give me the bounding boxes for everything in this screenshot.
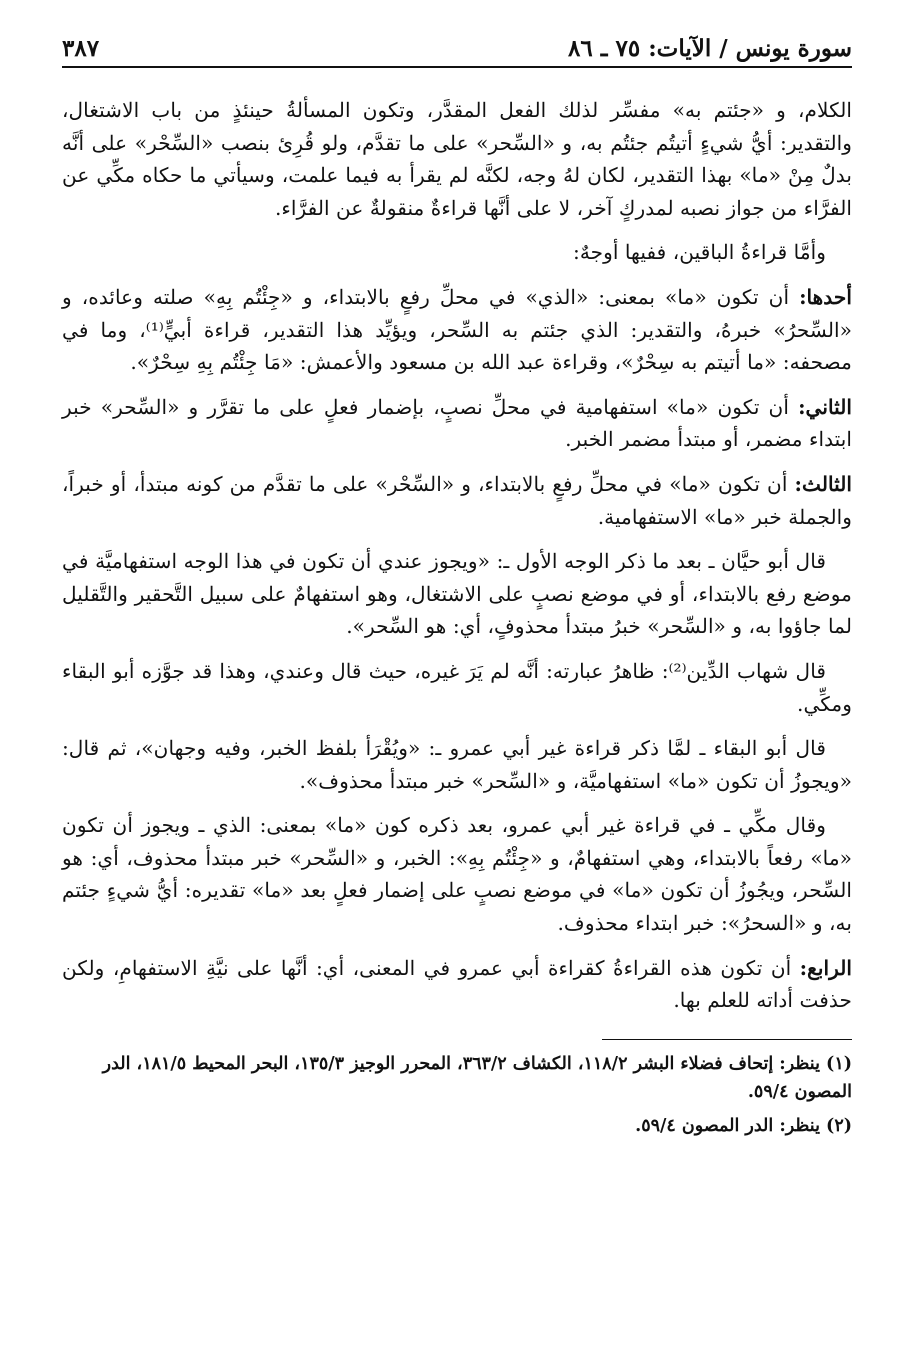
paragraph-9	[62, 809, 852, 939]
paragraph-text: الكلام، و «جئتم به» مفسِّر لذلك الفعل المقدَّر، وتكون المسألةُ حينئذٍ من باب الاشتغال، والتقدير: أيُّ شيءٍ أتيتُم جئتُم به، و «السِّحر» على ما تقدَّم، ولو قُرِئ بنصب «السِّحْر» على أنَّه بدلٌ مِنْ «ما» بهذا التقدير، لكان لهُ وجه، لكنَّه لم يقرأ به فيما علمت، وسيأتي ما حكاه مكِّي عن الفرَّاء من جواز نصبه لمدركٍ آخر، لا على أنَّها قراءةٌ منقولةٌ عن الفرَّاء.	[62, 98, 852, 220]
page-number: ٣٨٧	[62, 35, 100, 62]
paragraph-label: الثاني:	[798, 394, 852, 419]
paragraph-1	[62, 94, 852, 224]
paragraph-10	[62, 952, 852, 1017]
footnotes	[62, 1050, 852, 1140]
paragraph-7	[62, 655, 852, 720]
paragraph-text: أن تكون «ما» استفهامية في محلِّ نصبٍ، بإضمار فعلٍ على ما تقرَّر و «السِّحر» خبر ابتداء مضمر، أو مبتدأ مضمر الخبر.	[62, 394, 852, 452]
main-text	[62, 94, 852, 1017]
paragraph-text: وأمَّا قراءةُ الباقين، ففيها أوجهٌ:	[573, 240, 826, 265]
paragraph-text: قال شهاب الدِّين⁽²⁾: ظاهرُ عبارته: أنَّه لم يَرَ غيره، حيث قال وعندي، وهذا قد جوَّزه أبو البقاء ومكِّي.	[62, 658, 852, 716]
paragraph-label: الرابع:	[799, 955, 852, 980]
paragraph-4	[62, 391, 852, 456]
paragraph-6	[62, 545, 852, 643]
footnote-2: (٢) ينظر: الدر المصون ٥٩/٤.	[635, 1115, 852, 1136]
surah-title: سورة يونس / الآيات: ٧٥ ـ ٨٦	[567, 35, 852, 62]
paragraph-label: الثالث:	[794, 471, 852, 496]
paragraph-text: أن تكون هذه القراءةُ كقراءة أبي عمرو في المعنى، أي: أنَّها على نيَّةِ الاستفهامِ، ولكن حذفت أداته للعلم بها.	[62, 955, 852, 1013]
running-header	[62, 22, 852, 68]
footnote-1: (١) ينظر: إتحاف فضلاء البشر ١١٨/٢، الكشاف ٣٦٣/٢، المحرر الوجيز ١٣٥/٣، البحر المحيط ١٨١/٥، الدر المصون ٥٩/٤.	[102, 1053, 852, 1102]
paragraph-5	[62, 468, 852, 533]
paragraph-text: قال أبو حيَّان ـ بعد ما ذكر الوجه الأول ـ: «ويجوز عندي أن تكون في هذا الوجه استفهاميَّة في موضع رفع بالابتداء، أو في موضع نصبٍ على الاشتغال، وهو استفهامٌ على سبيل التَّحقير والتَّقليل لما جاؤوا به، و «السِّحر» خبرُ مبتدأ محذوفٍ، أي: هو السِّحر».	[62, 549, 852, 639]
paragraph-text: وقال مكِّي ـ في قراءة غير أبي عمرو، بعد ذكره كون «ما» بمعنى: الذي ـ ويجوز أن تكون «ما» رفعاً بالابتداء، وهي استفهامٌ، و «جِئْتُم بِهِ»: الخبر، و «السِّحر» خبر مبتدأ محذوف، أي: هو السِّحر، ويجُوزُ أن تكون «ما» في موضع نصبٍ على إضمار فعلٍ بعد «ما» تقديره: أيُّ شيءٍ جئتم به، و «السحرُ»: خبر ابتداء محذوف.	[62, 813, 852, 936]
footnote-separator	[602, 1039, 852, 1040]
paragraph-text: أن تكون «ما» بمعنى: «الذي» في محلِّ رفعٍ بالابتداء، و «جِئْتُم بِهِ» صلته وعائده، و «السِّحرُ» خبرهُ، والتقدير: الذي جئتم به السِّحر، ويؤيِّد هذا التقدير، قراءة أبيٍّ⁽¹⁾، وما في مصحفه: «ما أتيتم به سِحْرٌ»، وقراءة عبد الله بن مسعود والأعمش: «مَا جِئْتُم بِهِ سِحْرٌ».	[62, 284, 853, 375]
paragraph-3	[62, 281, 852, 379]
paragraph-text: قال أبو البقاء ـ لمَّا ذكر قراءة غير أبي عمرو ـ: «ويُقْرَأ بلفظ الخبر، وفيه وجهان»، ثم قال: «ويجوزُ أن تكون «ما» استفهاميَّة، و «السِّحر» خبر مبتدأ محذوف».	[62, 736, 852, 793]
paragraph-label: أحدها:	[799, 284, 852, 309]
paragraph-2	[62, 236, 852, 269]
paragraph-8	[62, 732, 852, 797]
page	[62, 22, 852, 1146]
paragraph-text: أن تكون «ما» في محلِّ رفعٍ بالابتداء، و «السِّحْر» على ما تقدَّم من كونه مبتدأ، أو خبراً، والجملة خبر «ما» الاستفهامية.	[62, 471, 852, 529]
